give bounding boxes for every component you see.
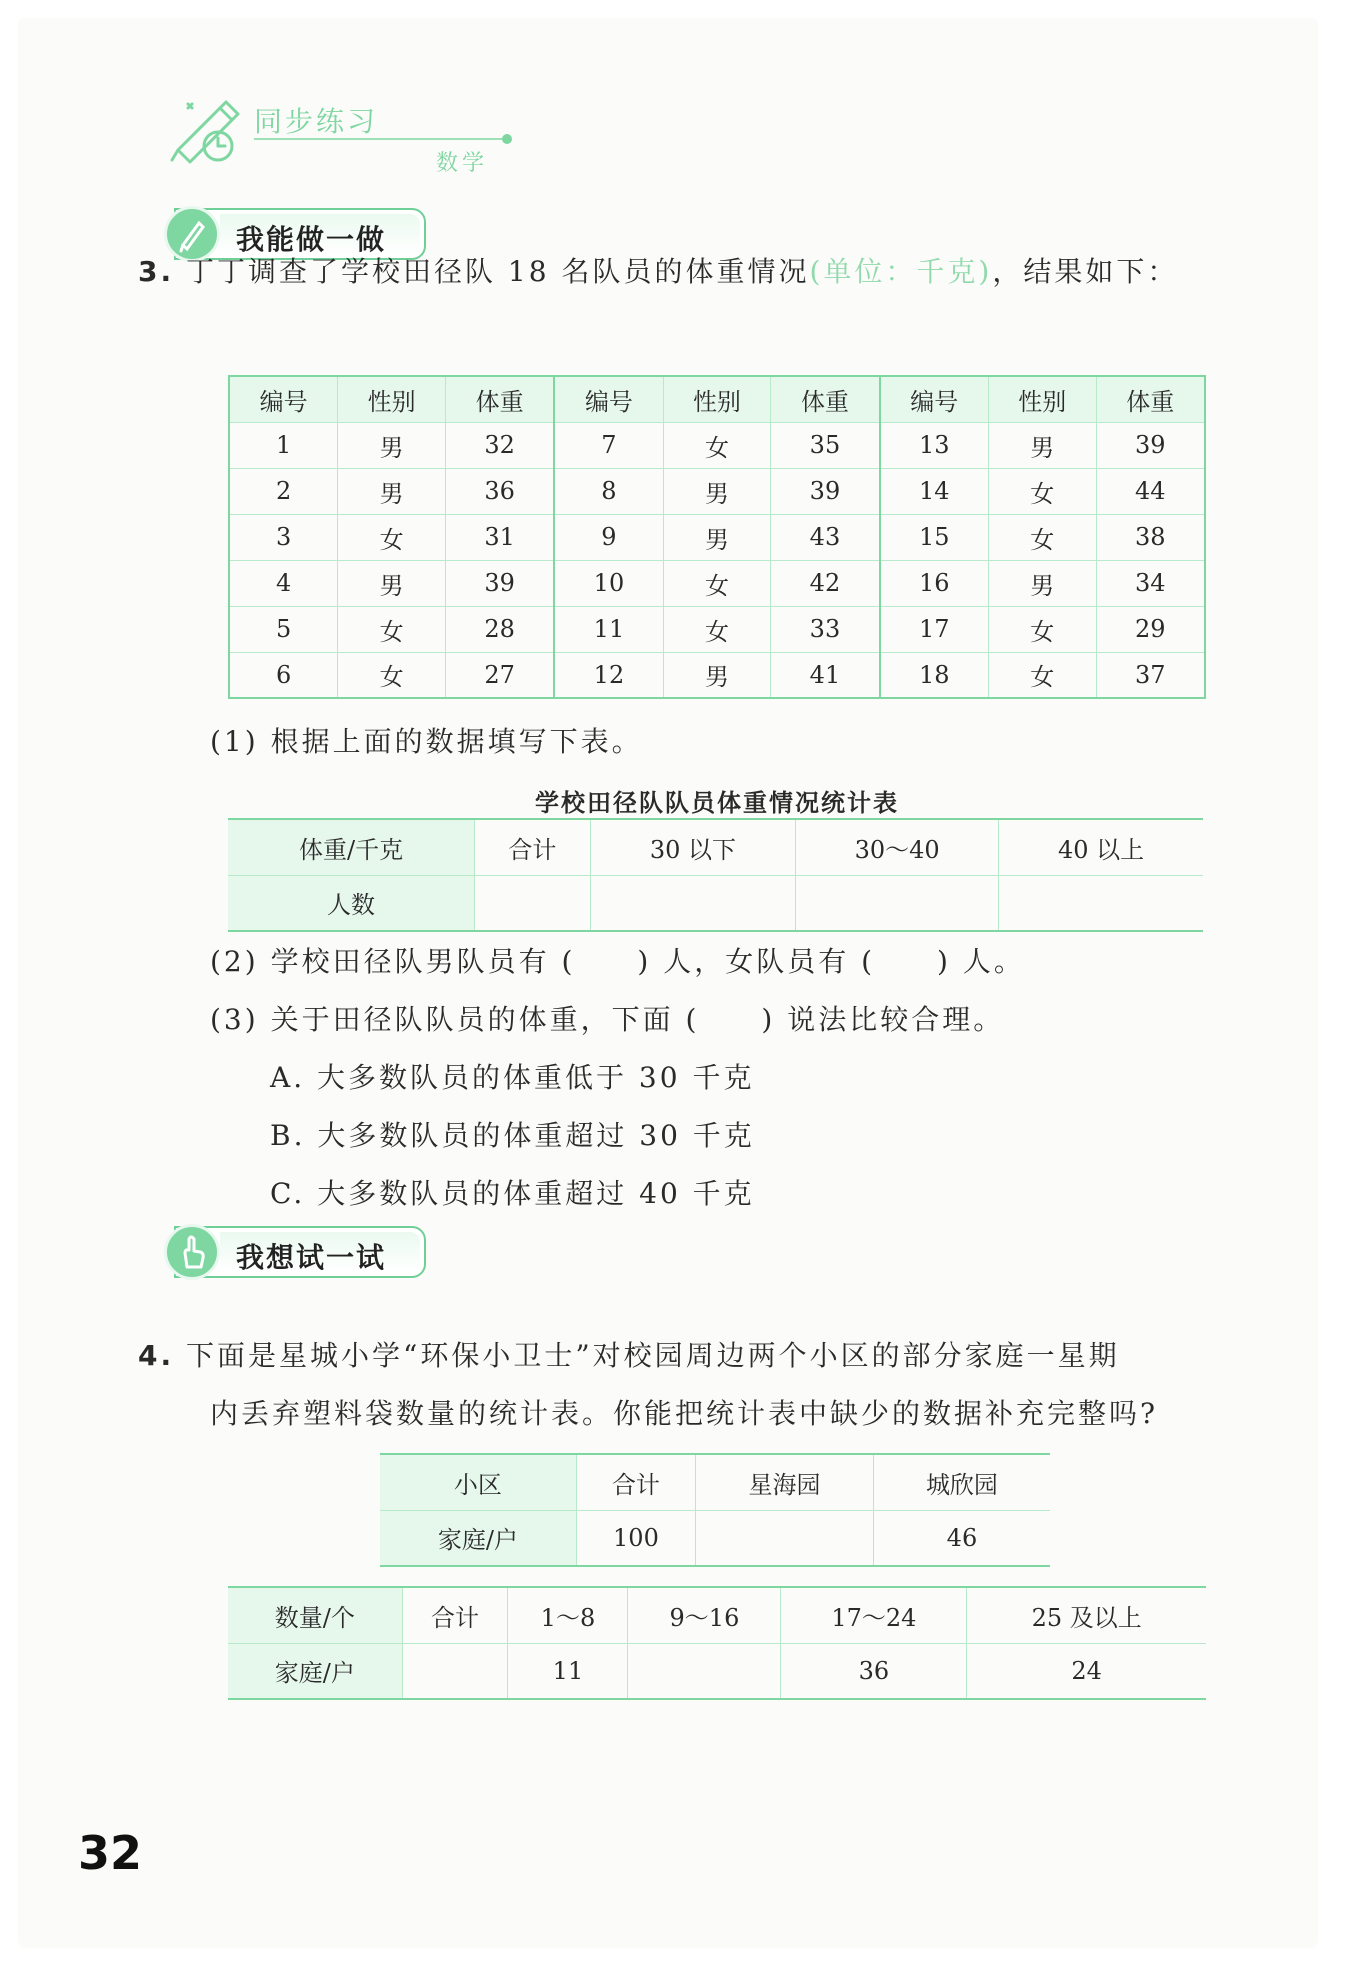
table-cell: 18 bbox=[880, 652, 989, 698]
page-number: 32 bbox=[78, 1826, 143, 1880]
bag-header-cell: 合计 bbox=[402, 1587, 508, 1643]
stats-cell-total[interactable] bbox=[475, 875, 591, 931]
community-header-cell: 星海园 bbox=[696, 1454, 874, 1510]
table-header-cell: 性别 bbox=[663, 376, 771, 422]
stats-cell-under30[interactable] bbox=[590, 875, 796, 931]
table-row bbox=[229, 468, 1205, 514]
table-cell: 31 bbox=[446, 514, 555, 560]
page-header bbox=[168, 98, 518, 178]
table-cell: 39 bbox=[1096, 422, 1205, 468]
table-cell: 女 bbox=[988, 514, 1096, 560]
bag-header-cell: 9～16 bbox=[628, 1587, 781, 1643]
community-cell[interactable] bbox=[696, 1510, 874, 1566]
table-cell: 女 bbox=[338, 514, 446, 560]
plastic-bag-table bbox=[228, 1586, 1206, 1700]
stats-header-cell: 40 以上 bbox=[999, 819, 1203, 875]
bag-header-cell: 17～24 bbox=[781, 1587, 967, 1643]
table-cell: 13 bbox=[880, 422, 989, 468]
workbook-page bbox=[18, 18, 1318, 1948]
bag-cell[interactable] bbox=[402, 1643, 508, 1699]
table-cell: 28 bbox=[446, 606, 555, 652]
bag-header-cell: 1～8 bbox=[508, 1587, 628, 1643]
bag-cell: 36 bbox=[781, 1643, 967, 1699]
table-cell: 14 bbox=[880, 468, 989, 514]
community-cell: 100 bbox=[576, 1510, 695, 1566]
table-cell: 5 bbox=[229, 606, 338, 652]
bag-cell: 11 bbox=[508, 1643, 628, 1699]
q4-number: 4. bbox=[138, 1339, 175, 1372]
community-header-cell: 小区 bbox=[380, 1454, 576, 1510]
q3-text: 丁丁调查了学校田径队 18 名队员的体重情况 bbox=[186, 255, 810, 288]
table-cell: 女 bbox=[663, 606, 771, 652]
stats-row-label: 人数 bbox=[228, 875, 475, 931]
header-subject: 数学 bbox=[436, 151, 489, 176]
table-header-cell: 编号 bbox=[880, 376, 989, 422]
stats-table-caption: 学校田径队队员体重情况统计表 bbox=[535, 789, 899, 817]
table-cell: 42 bbox=[771, 560, 880, 606]
table-cell: 女 bbox=[988, 468, 1096, 514]
section-badge-try bbox=[174, 1226, 426, 1278]
table-cell: 36 bbox=[446, 468, 555, 514]
header-divider bbox=[254, 138, 506, 140]
table-cell: 29 bbox=[1096, 606, 1205, 652]
table-header-cell: 编号 bbox=[554, 376, 663, 422]
table-cell: 男 bbox=[338, 560, 446, 606]
header-title: 同步练习 bbox=[254, 105, 379, 138]
q4-text-line1: 下面是星城小学“环保小卫士”对校园周边两个小区的部分家庭一星期 bbox=[186, 1339, 1120, 1372]
community-table bbox=[380, 1453, 1050, 1567]
q3-option-b: B. 大多数队员的体重超过 30 千克 bbox=[270, 1119, 755, 1152]
table-row bbox=[229, 606, 1205, 652]
bag-header-cell: 数量/个 bbox=[228, 1587, 402, 1643]
table-row bbox=[229, 652, 1205, 698]
table-cell: 39 bbox=[771, 468, 880, 514]
table-header-cell: 性别 bbox=[338, 376, 446, 422]
weight-stats-table bbox=[228, 818, 1203, 932]
stats-header-cell: 30 以下 bbox=[590, 819, 796, 875]
q3-option-c: C. 大多数队员的体重超过 40 千克 bbox=[270, 1177, 755, 1210]
hand-pointer-icon bbox=[164, 1224, 220, 1280]
table-row bbox=[229, 560, 1205, 606]
weight-data-table bbox=[228, 375, 1206, 699]
stats-cell-30to40[interactable] bbox=[796, 875, 999, 931]
table-cell: 男 bbox=[663, 468, 771, 514]
q3-part2: (2) 学校田径队男队员有 ( ) 人，女队员有 ( ) 人。 bbox=[210, 945, 1025, 978]
table-cell: 7 bbox=[554, 422, 663, 468]
table-cell: 11 bbox=[554, 606, 663, 652]
table-cell: 16 bbox=[880, 560, 989, 606]
table-cell: 男 bbox=[338, 468, 446, 514]
table-cell: 女 bbox=[338, 652, 446, 698]
table-cell: 32 bbox=[446, 422, 555, 468]
table-cell: 33 bbox=[771, 606, 880, 652]
table-cell: 41 bbox=[771, 652, 880, 698]
q3-option-a: A. 大多数队员的体重低于 30 千克 bbox=[270, 1061, 755, 1094]
table-cell: 女 bbox=[988, 606, 1096, 652]
pencil-clock-icon bbox=[168, 98, 248, 170]
table-cell: 男 bbox=[988, 422, 1096, 468]
q3-text-after: ，结果如下： bbox=[992, 255, 1179, 288]
table-cell: 9 bbox=[554, 514, 663, 560]
table-header-cell: 体重 bbox=[771, 376, 880, 422]
table-header-cell: 编号 bbox=[229, 376, 338, 422]
stats-header-cell: 合计 bbox=[475, 819, 591, 875]
community-header-cell: 城欣园 bbox=[873, 1454, 1050, 1510]
table-cell: 女 bbox=[988, 652, 1096, 698]
table-row bbox=[229, 422, 1205, 468]
bag-header-cell: 25 及以上 bbox=[967, 1587, 1206, 1643]
table-cell: 38 bbox=[1096, 514, 1205, 560]
table-cell: 女 bbox=[663, 422, 771, 468]
table-cell: 44 bbox=[1096, 468, 1205, 514]
table-cell: 6 bbox=[229, 652, 338, 698]
table-cell: 10 bbox=[554, 560, 663, 606]
table-cell: 1 bbox=[229, 422, 338, 468]
table-cell: 女 bbox=[663, 560, 771, 606]
table-cell: 男 bbox=[338, 422, 446, 468]
table-cell: 女 bbox=[338, 606, 446, 652]
table-cell: 27 bbox=[446, 652, 555, 698]
bag-cell: 家庭/户 bbox=[228, 1643, 402, 1699]
table-cell: 12 bbox=[554, 652, 663, 698]
table-cell: 3 bbox=[229, 514, 338, 560]
table-header-cell: 体重 bbox=[446, 376, 555, 422]
bag-cell: 24 bbox=[967, 1643, 1206, 1699]
q3-part1: (1) 根据上面的数据填写下表。 bbox=[210, 725, 643, 758]
table-cell: 男 bbox=[988, 560, 1096, 606]
community-header-cell: 合计 bbox=[576, 1454, 695, 1510]
table-cell: 43 bbox=[771, 514, 880, 560]
stats-header-cell: 30～40 bbox=[796, 819, 999, 875]
q3-unit-note: (单位：千克) bbox=[809, 255, 993, 288]
table-cell: 4 bbox=[229, 560, 338, 606]
table-cell: 35 bbox=[771, 422, 880, 468]
table-cell: 15 bbox=[880, 514, 989, 560]
stats-header-cell: 体重/千克 bbox=[228, 819, 475, 875]
table-cell: 男 bbox=[663, 652, 771, 698]
q3-prompt bbox=[138, 250, 1178, 290]
table-cell: 8 bbox=[554, 468, 663, 514]
q4-prompt-line1 bbox=[138, 1334, 1120, 1374]
table-row bbox=[229, 514, 1205, 560]
section-label: 我能做一做 bbox=[236, 223, 387, 256]
community-cell: 46 bbox=[873, 1510, 1050, 1566]
table-header-cell: 体重 bbox=[1096, 376, 1205, 422]
table-cell: 男 bbox=[663, 514, 771, 560]
table-header-cell: 性别 bbox=[988, 376, 1096, 422]
q4-prompt-line2: 内丢弃塑料袋数量的统计表。你能把统计表中缺少的数据补充完整吗? bbox=[210, 1397, 1159, 1430]
stats-cell-over40[interactable] bbox=[999, 875, 1203, 931]
q3-part3: (3) 关于田径队队员的体重，下面 ( ) 说法比较合理。 bbox=[210, 1003, 1005, 1036]
section-label: 我想试一试 bbox=[236, 1241, 387, 1274]
bag-cell[interactable] bbox=[628, 1643, 781, 1699]
table-cell: 34 bbox=[1096, 560, 1205, 606]
table-cell: 17 bbox=[880, 606, 989, 652]
header-dot bbox=[502, 134, 512, 144]
table-cell: 37 bbox=[1096, 652, 1205, 698]
table-cell: 2 bbox=[229, 468, 338, 514]
table-cell: 39 bbox=[446, 560, 555, 606]
q3-number: 3. bbox=[138, 255, 175, 288]
community-cell: 家庭/户 bbox=[380, 1510, 576, 1566]
